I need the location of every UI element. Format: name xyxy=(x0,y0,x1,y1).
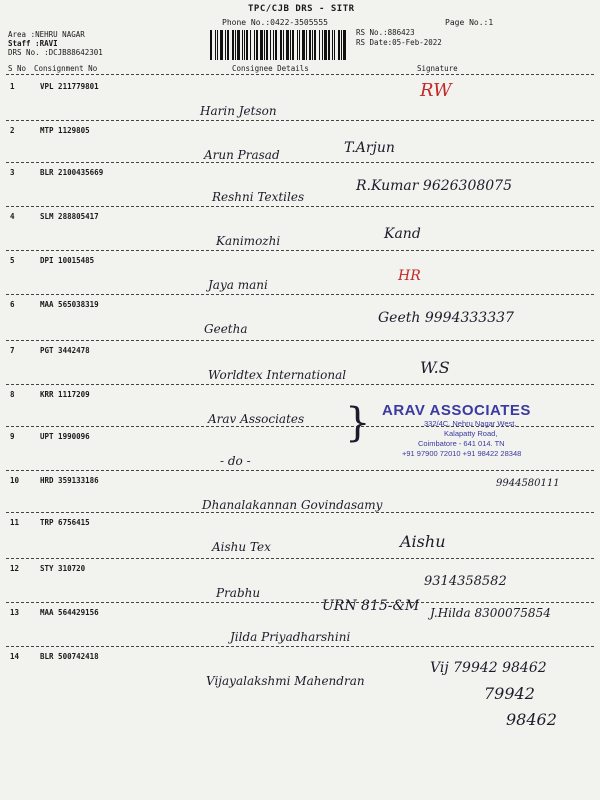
consignee-name: Dhanalakannan Govindasamy xyxy=(202,498,383,512)
brace-mark: } xyxy=(345,400,371,446)
barcode-bar xyxy=(244,30,245,60)
barcode-bar xyxy=(215,30,216,60)
row-divider xyxy=(6,470,594,471)
stamp-name: ARAV ASSOCIATES xyxy=(382,402,531,419)
consignee-name: Prabhu xyxy=(216,586,261,600)
stamp-address-1: 332/4C, Nehru Nagar West, xyxy=(424,419,517,428)
consignment-number: BLR 2100435669 xyxy=(40,168,104,177)
barcode-bar xyxy=(328,30,330,60)
drs-number: DRS No. :DCJB88642301 xyxy=(8,48,103,57)
col-signature: Signature xyxy=(417,64,458,73)
barcode-bar xyxy=(273,30,274,60)
row-number: 8 xyxy=(10,390,15,399)
barcode-bar xyxy=(283,30,284,60)
signature: RW xyxy=(420,80,452,101)
barcode-bar xyxy=(290,30,291,60)
barcode-bar xyxy=(264,30,265,60)
barcode-bar xyxy=(227,30,229,60)
barcode-bar xyxy=(210,30,212,60)
stamp-phones: +91 97900 72010 +91 98422 28348 xyxy=(402,449,522,458)
signature: HR xyxy=(398,268,421,284)
barcode-bar xyxy=(235,30,236,60)
consignment-number: MAA 565038319 xyxy=(40,300,99,309)
row-number: 11 xyxy=(10,518,20,527)
barcode-bar xyxy=(286,30,289,60)
barcode-bar xyxy=(266,30,268,60)
barcode-bar xyxy=(322,30,323,60)
barcode-bar xyxy=(297,30,298,60)
row-number: 12 xyxy=(10,564,20,573)
barcode-bar xyxy=(302,30,305,60)
col-sno: S No xyxy=(8,64,27,73)
consignment-number: VPL 211779801 xyxy=(40,82,99,91)
row-divider xyxy=(6,120,594,121)
bottom-phone-a: 79942 xyxy=(484,684,535,703)
consignment-number: SLM 288805417 xyxy=(40,212,99,221)
barcode-bar xyxy=(254,30,255,60)
barcode-bar xyxy=(220,30,223,60)
page-number: Page No.:1 xyxy=(445,18,494,27)
row-divider xyxy=(6,206,594,207)
signature: R.Kumar 9626308075 xyxy=(356,178,512,194)
barcode-bar xyxy=(232,30,234,60)
barcode-bar xyxy=(250,30,251,60)
barcode-bar xyxy=(324,30,327,60)
barcode-bar xyxy=(309,30,311,60)
staff-label: Staff :RAVI xyxy=(8,39,58,48)
consignment-number: BLR 500742418 xyxy=(40,652,99,661)
row-number: 14 xyxy=(10,652,20,661)
barcode-bar xyxy=(341,30,342,60)
consignment-number: STY 310720 xyxy=(40,564,86,573)
stamp-address-3: Coimbatore - 641 014. TN xyxy=(418,439,505,448)
col-consignee: Consignee Details xyxy=(232,64,309,73)
row-number: 3 xyxy=(10,168,15,177)
row-divider xyxy=(6,294,594,295)
row-divider xyxy=(6,340,594,341)
barcode-bar xyxy=(314,30,316,60)
company-stamp xyxy=(382,402,562,459)
row12-signature: URN 815-&M xyxy=(322,598,420,614)
barcode-bar xyxy=(280,30,282,60)
phone-number: Phone No.:0422-3505555 xyxy=(222,18,328,27)
row-number: 6 xyxy=(10,300,15,309)
barcode-bar xyxy=(338,30,340,60)
row-divider xyxy=(6,512,594,513)
row-divider xyxy=(6,250,594,251)
barcode-icon xyxy=(208,28,348,62)
barcode-bar xyxy=(312,30,313,60)
consignee-name: Arun Prasad xyxy=(204,148,280,162)
barcode-bar xyxy=(299,30,300,60)
consignment-number: MTP 1129805 xyxy=(40,126,90,135)
consignment-number: DPI 10015485 xyxy=(40,256,95,265)
signature: Kand xyxy=(384,226,421,242)
barcode-bar xyxy=(256,30,258,60)
consignee-name: - do - xyxy=(220,454,251,468)
barcode-bar xyxy=(319,30,320,60)
barcode-bar xyxy=(275,30,277,60)
consignee-name: Reshni Textiles xyxy=(212,190,305,204)
barcode-bar xyxy=(242,30,243,60)
row-divider xyxy=(6,646,594,647)
consignment-number: HRD 359133186 xyxy=(40,476,99,485)
signature: Geeth 9994333337 xyxy=(378,310,514,326)
consignment-number: KRR 1117209 xyxy=(40,390,90,399)
consignee-name: Jilda Priyadharshini xyxy=(230,630,351,644)
barcode-bar xyxy=(237,30,240,60)
consignee-name: Aishu Tex xyxy=(212,540,271,554)
signature: Aishu xyxy=(400,532,446,551)
signature: T.Arjun xyxy=(344,140,395,156)
row-number: 1 xyxy=(10,82,15,91)
signature: W.S xyxy=(420,358,450,377)
header-divider xyxy=(6,74,594,75)
consignment-number: PGT 3442478 xyxy=(40,346,90,355)
barcode-bar xyxy=(270,30,271,60)
consignee-name: Geetha xyxy=(204,322,248,336)
barcode-bar xyxy=(225,30,226,60)
barcode-bar xyxy=(246,30,248,60)
row-number: 9 xyxy=(10,432,15,441)
consignee-name: Vijayalakshmi Mahendran xyxy=(206,674,365,688)
area-label: Area :NEHRU NAGAR xyxy=(8,30,85,39)
col-consignment: Consignment No xyxy=(34,64,98,73)
row-number: 4 xyxy=(10,212,15,221)
consignee-name: Harin Jetson xyxy=(200,104,277,118)
sheet-title: TPC/CJB DRS - SITR xyxy=(248,4,355,14)
bottom-phone-b: 98462 xyxy=(506,710,557,729)
barcode-bar xyxy=(332,30,333,60)
barcode-bar xyxy=(217,30,218,60)
row-number: 5 xyxy=(10,256,15,265)
consignment-number: UPT 1990096 xyxy=(40,432,90,441)
row-divider xyxy=(6,602,594,603)
row-number: 13 xyxy=(10,608,20,617)
row-number: 2 xyxy=(10,126,15,135)
barcode-bar xyxy=(343,30,346,60)
consignee-name: Arav Associates xyxy=(208,412,305,426)
row-number: 10 xyxy=(10,476,20,485)
header-info xyxy=(8,30,103,57)
signature: 9944580111 xyxy=(496,478,560,489)
signature: Vij 79942 98462 xyxy=(430,660,547,676)
rs-date: RS Date:05-Feb-2022 xyxy=(356,38,442,47)
consignment-number: TRP 6756415 xyxy=(40,518,90,527)
barcode-bar xyxy=(292,30,294,60)
signature: J.Hilda 8300075854 xyxy=(430,606,551,620)
consignment-number: MAA 564429156 xyxy=(40,608,99,617)
consignee-name: Jaya mani xyxy=(208,278,268,292)
rs-number: RS No.:886423 xyxy=(356,28,415,37)
barcode-bar xyxy=(334,30,335,60)
row-divider xyxy=(6,558,594,559)
row12-phone-note: 9314358582 xyxy=(424,574,507,589)
row-divider xyxy=(6,384,594,385)
barcode-bar xyxy=(306,30,307,60)
rs-info xyxy=(356,28,442,48)
consignee-name: Worldtex International xyxy=(208,368,347,382)
barcode-bar xyxy=(260,30,263,60)
consignee-name: Kanimozhi xyxy=(216,234,281,248)
row-divider xyxy=(6,162,594,163)
stamp-address-2: Kalapatty Road, xyxy=(444,429,498,438)
row-number: 7 xyxy=(10,346,15,355)
